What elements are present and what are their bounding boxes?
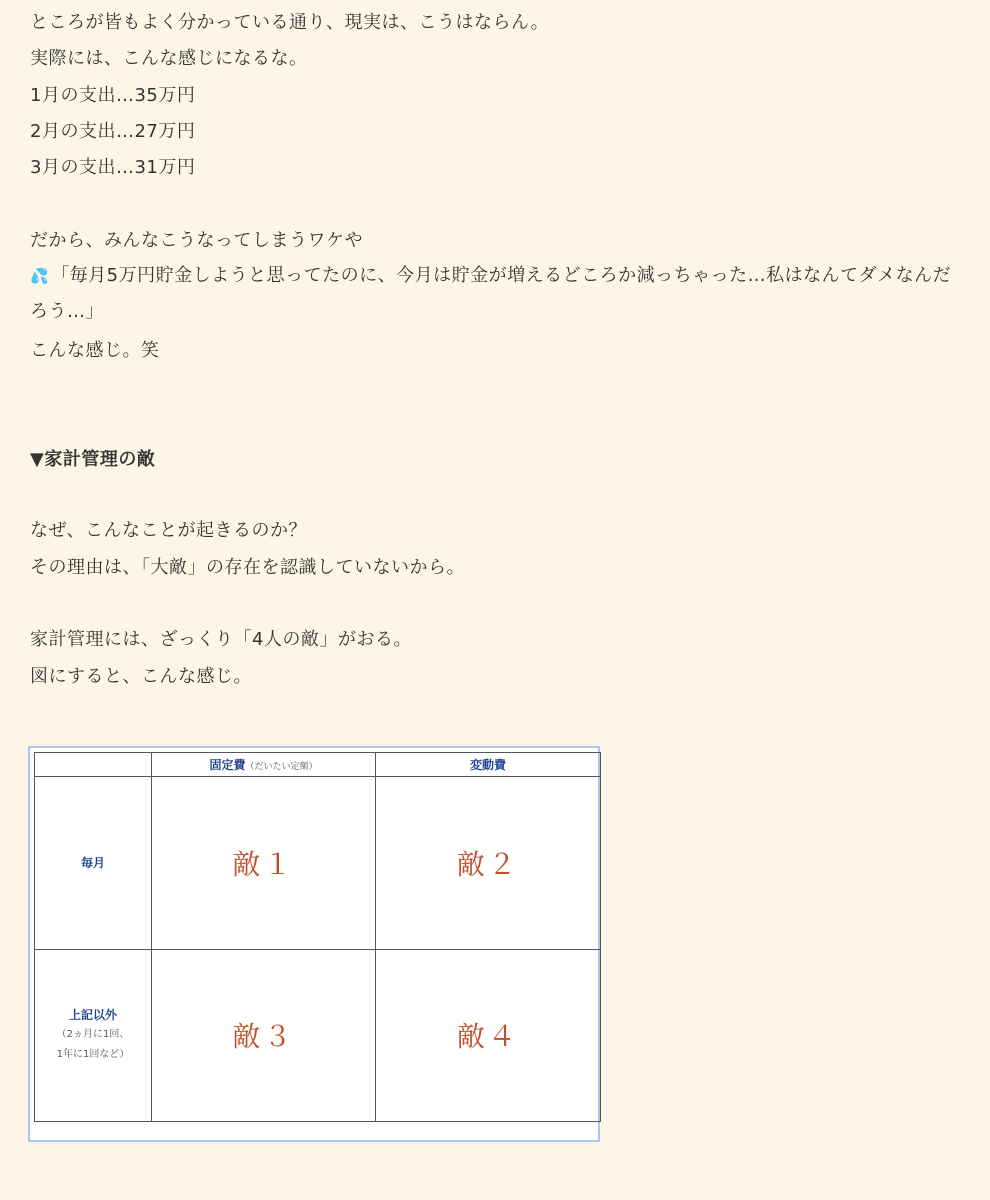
paragraph: だから、みんなこうなってしまうワケや <box>30 230 363 251</box>
enemy-matrix-table <box>34 752 601 1122</box>
paragraph: なぜ、こんなことが起きるのか？ <box>30 520 307 541</box>
paragraph: こんな感じ。笑 <box>30 340 160 361</box>
enemy-cell-3: 敵３ <box>152 949 376 1121</box>
paragraph: 1月の支出…35万円 <box>30 85 196 106</box>
quote-text: 「毎月5万円貯金しようと思ってたのに、今月は貯金が増えるどころか減っちゃった…私はなんてダメなんだろう…」 <box>30 265 952 322</box>
sweat-droplets-icon: 💦 <box>30 267 50 285</box>
header-variable-label: 変動費 <box>469 758 506 773</box>
paragraph: 家計管理には、ざっくり「4人の敵」がおる。 <box>30 629 412 650</box>
section-heading: ▼家計管理の敵 <box>30 449 156 470</box>
paragraph: ところが皆もよく分かっている通り、現実は、こうはならん。 <box>30 12 550 33</box>
paragraph: 3月の支出…31万円 <box>30 157 196 178</box>
header-variable-cost <box>376 753 601 777</box>
enemy-cell-4: 敵４ <box>376 949 601 1121</box>
enemy-matrix-figure <box>28 746 600 1142</box>
header-fixed-cost <box>152 753 376 777</box>
quote-paragraph <box>30 258 965 330</box>
paragraph: 2月の支出…27万円 <box>30 121 196 142</box>
paragraph: 図にすると、こんな感じ。 <box>30 666 252 687</box>
row-label-other <box>35 949 152 1121</box>
header-fixed-label: 固定費 <box>209 758 246 773</box>
header-empty-cell <box>35 753 152 777</box>
paragraph: 実際には、こんな感じになるな。 <box>30 48 308 69</box>
row-label-monthly <box>35 777 152 949</box>
enemy-cell-1: 敵１ <box>152 777 376 949</box>
enemy-cell-2: 敵２ <box>376 777 601 949</box>
row-label-other-note-1: （2ヵ月に1回、 <box>56 1029 130 1041</box>
header-fixed-note: （だいたい定額） <box>245 762 318 773</box>
row-label-monthly-text: 毎月 <box>80 855 105 870</box>
row-label-other-text: 上記以外 <box>68 1008 117 1023</box>
paragraph: その理由は、「大敵」の存在を認識していないから。 <box>30 557 465 578</box>
row-label-other-note-2: 1年に1回など） <box>56 1049 130 1061</box>
